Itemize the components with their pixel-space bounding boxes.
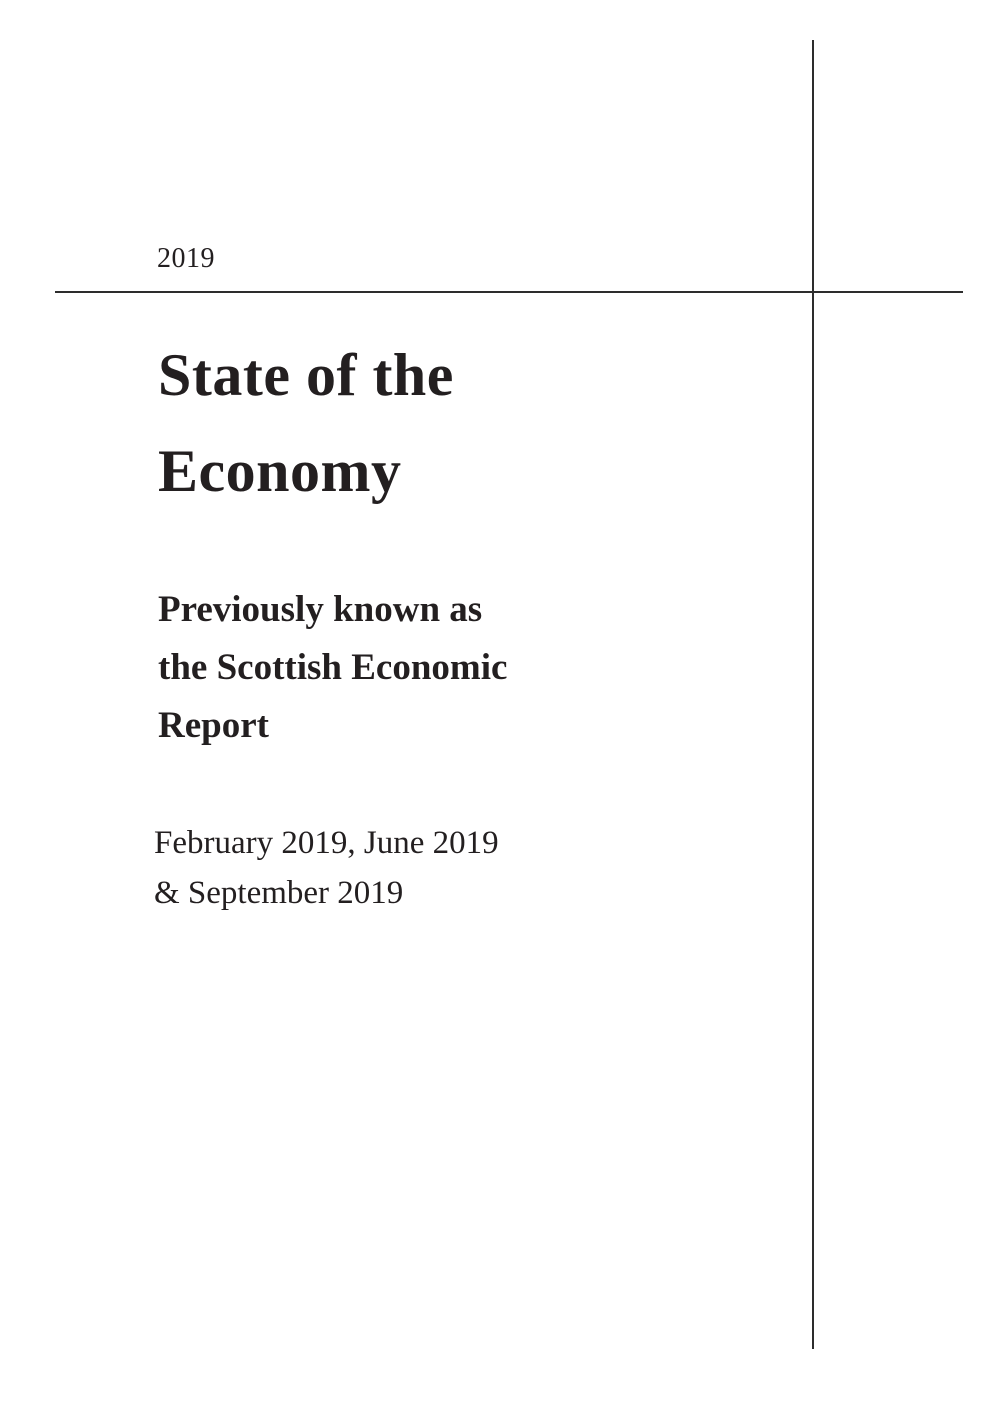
dates-line-1: February 2019, June 2019: [154, 825, 499, 861]
header-rule: [55, 291, 963, 293]
title-line-2: Economy: [158, 438, 402, 504]
year-label: 2019: [157, 243, 215, 274]
document-subtitle: [158, 581, 507, 755]
subtitle-line-3: Report: [158, 705, 269, 746]
document-title: [158, 327, 454, 519]
subtitle-line-1: Previously known as: [158, 589, 483, 630]
publication-dates: [154, 818, 499, 918]
vertical-rule: [812, 40, 814, 1349]
subtitle-line-2: the Scottish Economic: [158, 647, 508, 688]
dates-line-2: & September 2019: [154, 875, 404, 911]
title-line-1: State of the: [158, 342, 454, 408]
